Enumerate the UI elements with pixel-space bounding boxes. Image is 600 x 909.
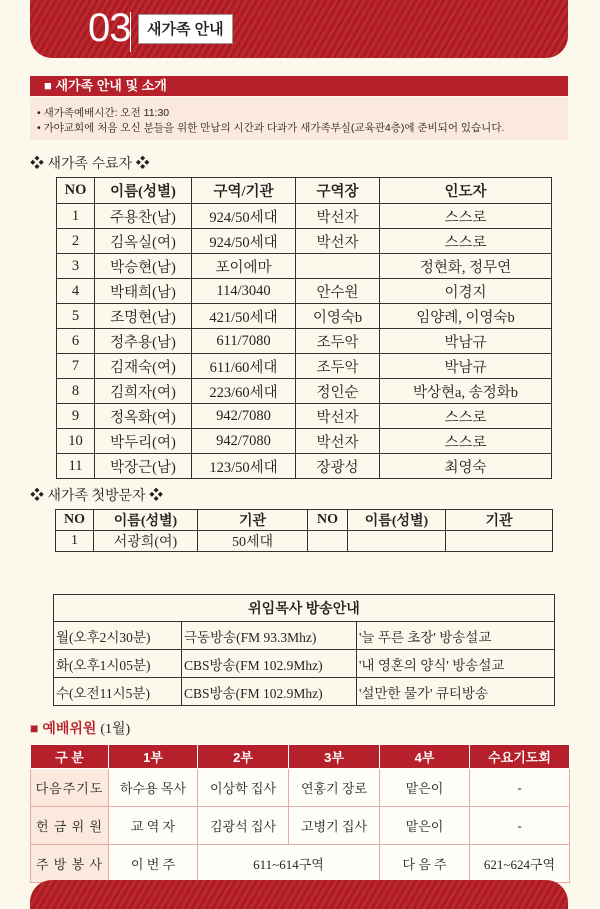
table-row: [57, 354, 552, 379]
cell: 스스로: [380, 404, 552, 429]
cell: 스스로: [380, 204, 552, 229]
cell: 2: [57, 229, 95, 254]
cell: 박태희(남): [95, 279, 192, 304]
section-title: 새가족 안내: [138, 14, 233, 44]
header-cell: NO: [57, 178, 95, 204]
cell: 맡은이: [380, 769, 470, 807]
cell: 김재숙(여): [95, 354, 192, 379]
cell: 다 음 주: [380, 845, 470, 883]
table-row: [54, 622, 555, 650]
cell: 하수용 목사: [109, 769, 198, 807]
cell: 이경지: [380, 279, 552, 304]
notice-line: • 새가족예배시간: 오전 11:30: [37, 107, 170, 119]
completers-header-row: [57, 178, 552, 204]
cell: 박선자: [296, 429, 380, 454]
cell: 맡은이: [380, 807, 470, 845]
table-row: [57, 254, 552, 279]
cell: 942/7080: [192, 404, 296, 429]
header-cell: 인도자: [380, 178, 552, 204]
cell: 421/50세대: [192, 304, 296, 329]
table-row: [57, 379, 552, 404]
broadcast-header-row: [54, 595, 555, 622]
cell: 7: [57, 354, 95, 379]
row-label: 헌 금 위 원: [31, 807, 109, 845]
cell: 포이에마: [192, 254, 296, 279]
header-cell: 4부: [380, 745, 470, 769]
section-number: 03: [88, 6, 131, 50]
cell: 이상학 집사: [198, 769, 289, 807]
cell: 정인순: [296, 379, 380, 404]
cell: CBS방송(FM 102.9Mhz): [182, 678, 357, 706]
cell: 김옥실(여): [95, 229, 192, 254]
cell: 정현화, 정무연: [380, 254, 552, 279]
cell: 서광희(여): [94, 531, 198, 552]
broadcast-table: [53, 594, 555, 706]
cell: 박장근(남): [95, 454, 192, 479]
cell: 9: [57, 404, 95, 429]
cell: 942/7080: [192, 429, 296, 454]
worship-title-text: ■ 예배위원: [30, 720, 97, 736]
visitors-title: ❖ 새가족 첫방문자 ❖: [30, 489, 164, 504]
cell: 11: [57, 454, 95, 479]
header-cell: 이름(성별): [95, 178, 192, 204]
cell: -: [470, 769, 570, 807]
cell: 박남규: [380, 329, 552, 354]
header-cell: 구역/기관: [192, 178, 296, 204]
cell: 조명현(남): [95, 304, 192, 329]
cell: 10: [57, 429, 95, 454]
cell: 1: [57, 204, 95, 229]
cell: 박선자: [296, 229, 380, 254]
table-row: [57, 229, 552, 254]
cell: 611/60세대: [192, 354, 296, 379]
table-row: [57, 329, 552, 354]
cell: 123/50세대: [192, 454, 296, 479]
cell: 조두악: [296, 329, 380, 354]
cell: 5: [57, 304, 95, 329]
visitors-header-row: [56, 510, 553, 531]
cell: [446, 531, 553, 552]
intro-notice: [30, 97, 568, 140]
footer-banner: [30, 880, 568, 909]
cell: [296, 254, 380, 279]
cell: 8: [57, 379, 95, 404]
cell: 1: [56, 531, 94, 552]
table-row: [57, 404, 552, 429]
cell: 611/7080: [192, 329, 296, 354]
cell: [308, 531, 348, 552]
header-cell: 기관: [198, 510, 308, 531]
worship-table: [30, 744, 570, 883]
cell: 924/50세대: [192, 204, 296, 229]
cell: 정옥화(여): [95, 404, 192, 429]
table-row: [57, 304, 552, 329]
header-cell: NO: [56, 510, 94, 531]
header-cell: 3부: [289, 745, 380, 769]
header-cell: 수요기도회: [470, 745, 570, 769]
worship-month: (1월): [100, 722, 131, 737]
cell: 박상현a, 송정화b: [380, 379, 552, 404]
cell: '늘 푸른 초장' 방송설교: [357, 622, 555, 650]
cell: 박두리(여): [95, 429, 192, 454]
cell: 114/3040: [192, 279, 296, 304]
cell: 조두악: [296, 354, 380, 379]
broadcast-title: 위임목사 방송안내: [54, 595, 555, 622]
header-cell: 구 분: [31, 745, 109, 769]
header-cell: 이름(성별): [94, 510, 198, 531]
cell: 611~614구역: [198, 845, 380, 883]
worship-title: [30, 718, 130, 738]
completers-title: ❖ 새가족 수료자 ❖: [30, 157, 150, 172]
cell: '내 영혼의 양식' 방송설교: [357, 650, 555, 678]
cell: 최영숙: [380, 454, 552, 479]
table-row: [31, 807, 570, 845]
cell: CBS방송(FM 102.9Mhz): [182, 650, 357, 678]
cell: 정추용(남): [95, 329, 192, 354]
cell: 스스로: [380, 229, 552, 254]
cell: 극동방송(FM 93.3Mhz): [182, 622, 357, 650]
notice-line: • 가야교회에 처음 오신 분들을 위한 만남의 시간과 다과가 새가족부실(교육관4층)에 준비되어 있습니다.: [37, 122, 505, 134]
cell: 김희자(여): [95, 379, 192, 404]
header-cell: 이름(성별): [348, 510, 446, 531]
table-row: [54, 678, 555, 706]
table-row: [57, 429, 552, 454]
table-row: [57, 454, 552, 479]
worship-header-row: [31, 745, 570, 769]
cell: 안수원: [296, 279, 380, 304]
cell: [348, 531, 446, 552]
intro-bar: ■ 새가족 안내 및 소개: [30, 76, 568, 96]
cell: 연홍기 장로: [289, 769, 380, 807]
cell: 박선자: [296, 204, 380, 229]
row-label: 다음주기도: [31, 769, 109, 807]
cell: 223/60세대: [192, 379, 296, 404]
cell: 4: [57, 279, 95, 304]
cell: 이영숙b: [296, 304, 380, 329]
cell: 월(오후2시30분): [54, 622, 182, 650]
cell: 621~624구역: [470, 845, 570, 883]
cell: 수(오전11시5분): [54, 678, 182, 706]
table-row: [31, 845, 570, 883]
cell: 교 역 자: [109, 807, 198, 845]
cell: 박승현(남): [95, 254, 192, 279]
header-cell: 1부: [109, 745, 198, 769]
cell: 장광성: [296, 454, 380, 479]
header-cell: 2부: [198, 745, 289, 769]
header-cell: 기관: [446, 510, 553, 531]
header-divider: [130, 12, 131, 52]
cell: -: [470, 807, 570, 845]
cell: 임양례, 이영숙b: [380, 304, 552, 329]
cell: 고병기 집사: [289, 807, 380, 845]
cell: 화(오후1시05분): [54, 650, 182, 678]
table-row: [57, 204, 552, 229]
completers-table: [56, 177, 552, 479]
cell: 스스로: [380, 429, 552, 454]
cell: 김광석 집사: [198, 807, 289, 845]
visitors-table: [55, 509, 553, 552]
cell: 이 번 주: [109, 845, 198, 883]
cell: 3: [57, 254, 95, 279]
table-row: [57, 279, 552, 304]
header-cell: 구역장: [296, 178, 380, 204]
cell: 박선자: [296, 404, 380, 429]
table-row: [54, 650, 555, 678]
header-cell: NO: [308, 510, 348, 531]
header-banner: [30, 0, 568, 58]
table-row: [31, 769, 570, 807]
table-row: [56, 531, 553, 552]
row-label: 주 방 봉 사: [31, 845, 109, 883]
cell: 6: [57, 329, 95, 354]
cell: 주용찬(남): [95, 204, 192, 229]
cell: '설만한 물가' 큐티방송: [357, 678, 555, 706]
cell: 924/50세대: [192, 229, 296, 254]
cell: 박남규: [380, 354, 552, 379]
cell: 50세대: [198, 531, 308, 552]
